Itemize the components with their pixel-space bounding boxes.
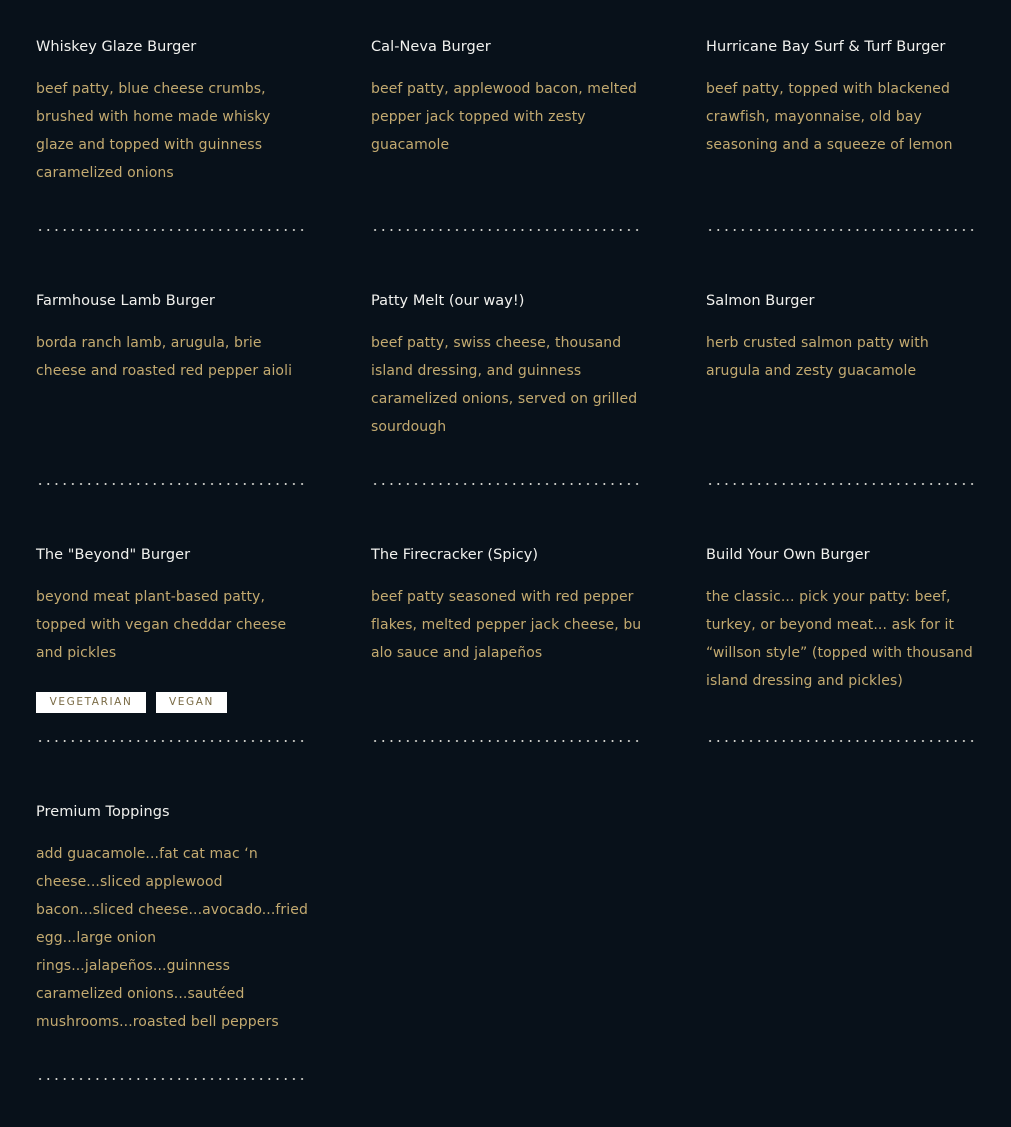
tag-vegan: VEGAN (156, 692, 227, 713)
item-title: Premium Toppings (36, 804, 170, 820)
dotted-separator (371, 740, 641, 742)
item-description: beef patty, applewood bacon, melted pepper jack topped with zesty guacamole (371, 81, 638, 153)
item-description: herb crusted salmon patty with arugula and zesty guacamole (706, 335, 929, 379)
item-title: Farmhouse Lamb Burger (36, 293, 215, 309)
tag-vegetarian: VEGETARIAN (36, 692, 146, 713)
dotted-separator (706, 229, 976, 231)
item-description: add guacamole...fat cat mac ‘n cheese...sliced applewood bacon...sliced cheese...avocado...fried egg...large onion rings...jalapeños...guinness caramelized onions...sautéed mushrooms...roasted bell peppers (36, 846, 308, 1030)
dotted-separator (36, 1078, 306, 1080)
item-description: beef patty, swiss cheese, thousand island dressing, and guinness caramelized onions, served on grilled sourdough (371, 335, 638, 435)
item-title: Patty Melt (our way!) (371, 293, 525, 309)
dotted-separator (371, 229, 641, 231)
dotted-separator (706, 740, 976, 742)
dotted-separator (36, 483, 306, 485)
item-description: beyond meat plant-based patty, topped with vegan cheddar cheese and pickles (36, 589, 287, 661)
dotted-separator (706, 483, 976, 485)
item-description: beef patty, topped with blackened crawfish, mayonnaise, old bay seasoning and a squeeze of lemon (706, 81, 953, 153)
dotted-separator (36, 740, 306, 742)
dietary-tags (36, 692, 237, 713)
item-title: Whiskey Glaze Burger (36, 39, 197, 55)
item-title: Build Your Own Burger (706, 547, 870, 563)
item-description: the classic... pick your patty: beef, turkey, or beyond meat... ask for it “willson style” (topped with thousand island dressing and pickles) (706, 589, 973, 689)
item-description: borda ranch lamb, arugula, brie cheese and roasted red pepper aioli (36, 335, 293, 379)
item-title: Hurricane Bay Surf & Turf Burger (706, 39, 946, 55)
item-title: The Firecracker (Spicy) (371, 547, 539, 563)
dotted-separator (36, 229, 306, 231)
item-title: Salmon Burger (706, 293, 815, 309)
dotted-separator (371, 483, 641, 485)
item-description: beef patty, blue cheese crumbs, brushed with home made whisky glaze and topped with guinness caramelized onions (36, 81, 271, 181)
item-title: The "Beyond" Burger (36, 547, 191, 563)
item-title: Cal-Neva Burger (371, 39, 491, 55)
item-description: beef patty seasoned with red pepper flakes, melted pepper jack cheese, bu alo sauce and jalapeños (371, 589, 642, 661)
